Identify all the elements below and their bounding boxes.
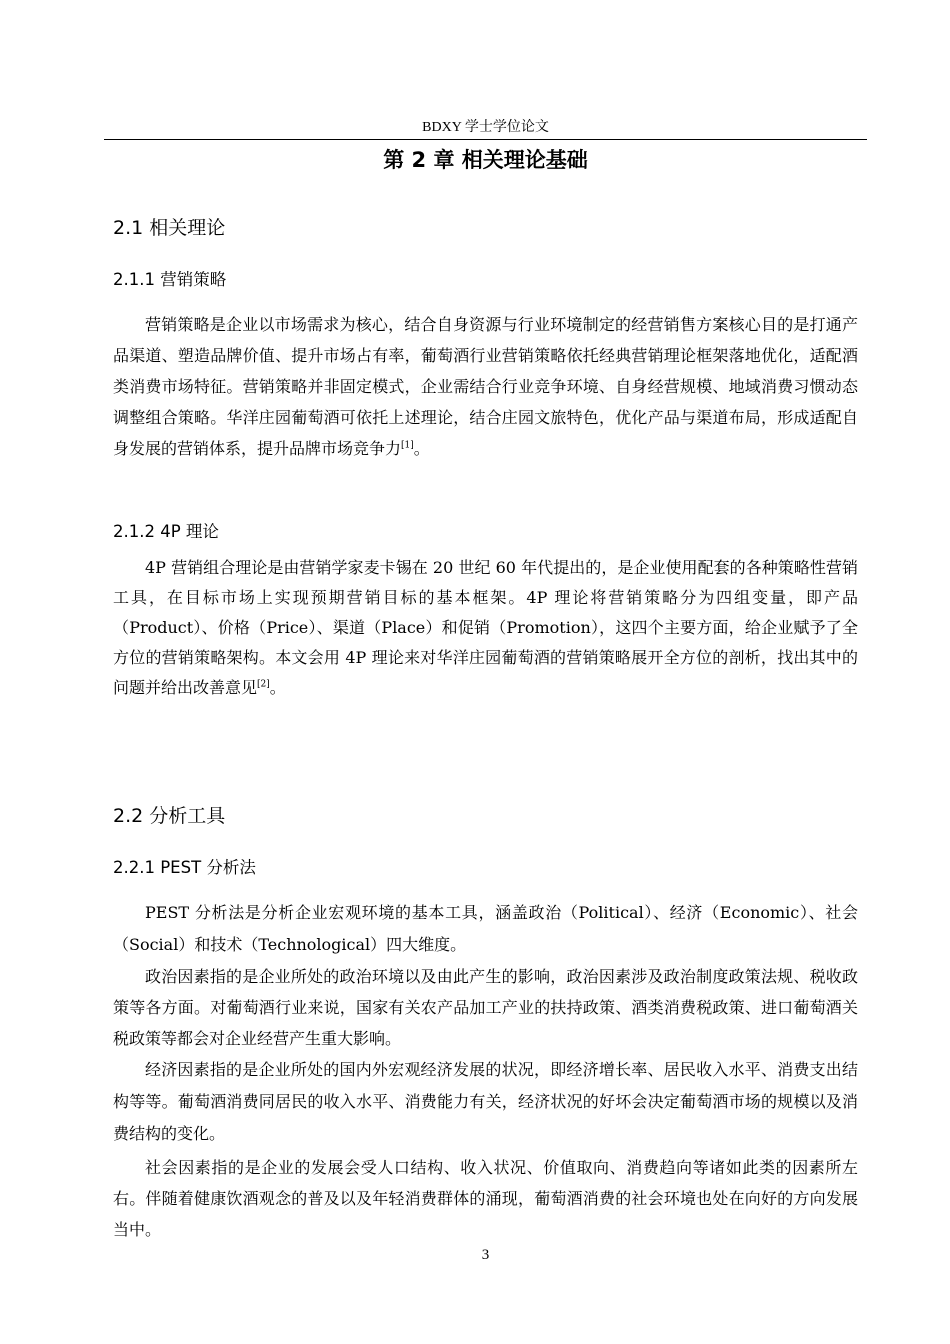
paragraph-end: 。 [269,678,286,697]
citation-ref: [2] [257,679,270,690]
citation-ref: [1] [401,440,414,451]
paragraph-text: 营销策略是企业以市场需求为核心，结合自身资源与行业环境制定的经营销售方案核心目的是打通产品渠道、塑造品牌价值、提升市场占有率，葡萄酒行业营销策略依托经典营销理论框架落地优化，适配酒类消费市场特征。营销策略并非固定模式，企业需结合行业竞争环境、自身经营规模、地域消费习惯动态调整组合策略。华洋庄园葡萄酒可依托上述理论，结合庄园文旅特色，优化产品与渠道布局，形成适配自身发展的营销体系，提升品牌市场竞争力 [113,315,858,458]
paragraph-text: 4P 营销组合理论是由营销学家麦卡锡在 20 世纪 60 年代提出的，是企业使用配套的各种策略性营销工具，在目标市场上实现预期营销目标的基本框架。4P 理论将营销策略分为四组变量，即产品（Product）、价格（Price）、渠道（Place）和促销（Promotion），这四个主要方面，给企业赋予了全方位的营销策略架构。本文会用 4P 理论来对华洋庄园葡萄酒的营销策略展开全方位的剖析，找出其中的问题并给出改善意见 [113,558,858,697]
section-2-1-heading: 2.1 相关理论 [113,217,226,239]
running-header: BDXY 学士学位论文 [422,120,549,135]
paragraph-economic: 经济因素指的是企业所处的国内外宏观经济发展的状况，即经济增长率、居民收入水平、消费支出结构等等。葡萄酒消费同居民的收入水平、消费能力有关，经济状况的好坏会决定葡萄酒市场的规模以及消费结构的变化。 [113,1060,858,1143]
section-2-2-heading: 2.2 分析工具 [113,805,226,827]
paragraph-social: 社会因素指的是企业的发展会受人口结构、收入状况、价值取向、消费趋向等诸如此类的因素所左右。伴随着健康饮酒观念的普及以及年轻消费群体的涌现，葡萄酒消费的社会环境也处在向好的方向发展当中。 [113,1158,858,1239]
section-2-2-1-heading: 2.2.1 PEST 分析法 [113,858,256,877]
paragraph-political: 政治因素指的是企业所处的政治环境以及由此产生的影响，政治因素涉及政治制度政策法规、税收政策等各方面。对葡萄酒行业来说，国家有关农产品加工产业的扶持政策、酒类消费税政策、进口葡萄酒关税政策等都会对企业经营产生重大影响。 [113,967,858,1048]
paragraph-marketing-strategy [113,309,858,464]
chapter-title: 第 2 章 相关理论基础 [383,148,588,172]
paragraph-end: 。 [413,439,430,458]
page-number: 3 [481,1247,490,1263]
section-2-1-1-heading: 2.1.1 营销策略 [113,270,227,289]
paragraph-pest-intro: PEST 分析法是分析企业宏观环境的基本工具，涵盖政治（Political）、经济（Economic）、社会（Social）和技术（Technological）四大维度。 [113,903,858,954]
header-rule [104,139,867,140]
paragraph-4p-theory [113,553,858,703]
section-2-1-2-heading: 2.1.2 4P 理论 [113,522,219,541]
